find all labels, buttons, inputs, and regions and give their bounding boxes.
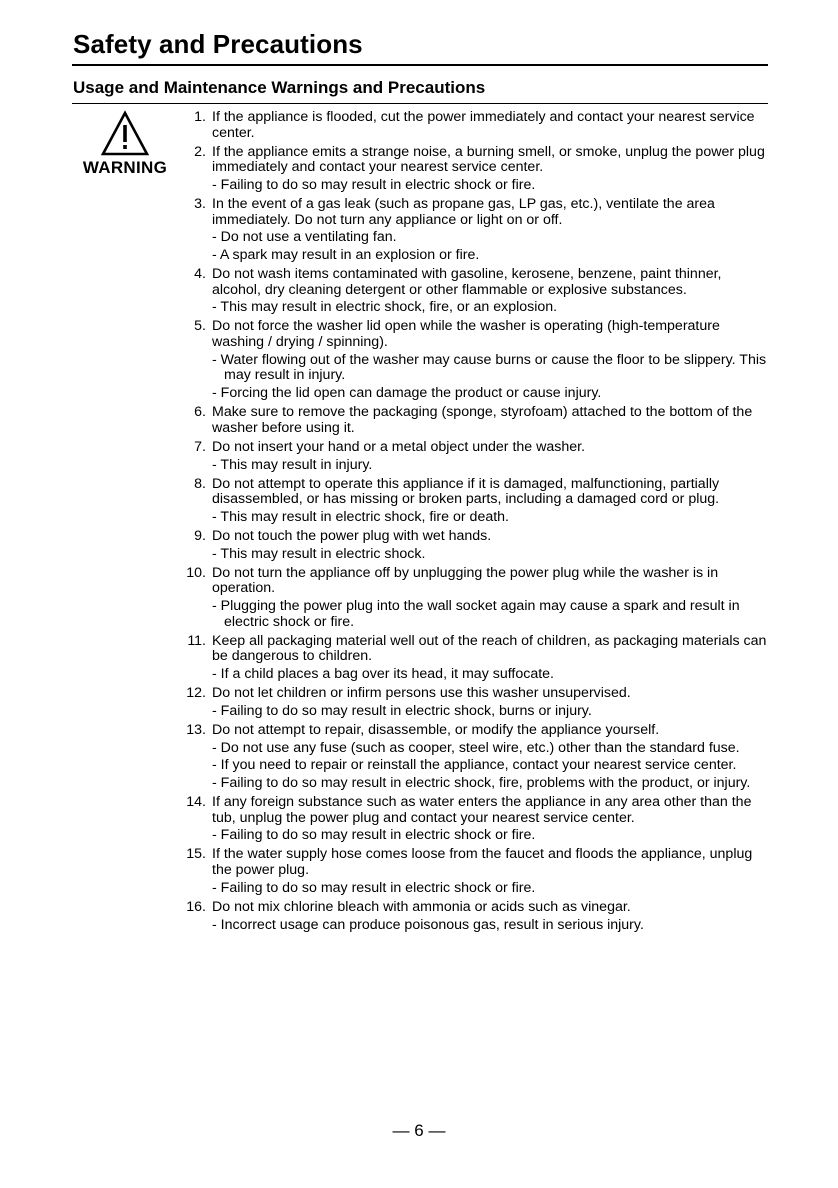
list-item-note: - This may result in injury. [212,456,373,473]
list-item-number: 3. [194,195,206,212]
list-item-text: Do not let children or infirm persons use this washer unsupervised. [212,684,631,701]
list-item-number: 8. [194,475,206,492]
list-item-text: Do not attempt to repair, disassemble, or modify the appliance yourself. [212,721,660,738]
list-item-note: - This may result in electric shock. [212,545,426,562]
list-item-number: 12. [186,684,206,701]
list-item-text: Do not wash items contaminated with gasoline, kerosene, benzene, paint thinner, alcohol, dry cleaning detergent or other flammable or explosive substances. [212,266,722,298]
list-item-note: - Forcing the lid open can damage the product or cause injury. [212,385,602,402]
list-item-number: 13. [186,721,206,738]
list-item-text: Do not force the washer lid open while the washer is operating (high-temperature washing / drying / spinning). [212,318,720,351]
list-item-note: - If a child places a bag over its head, it may suffocate. [212,665,554,682]
list-item-note: - Failing to do so may result in electric shock or fire. [212,879,536,896]
list-item-note: - Failing to do so may result in electric shock or fire. [212,176,536,193]
list-item-number: 15. [186,846,206,863]
list-item-text: Do not attempt to operate this appliance if it is damaged, malfunctioning, partially disassembled, or has missing or broken parts, including a damaged cord or plug. [212,475,720,508]
list-item-text: Keep all packaging material well out of the reach of children, as packaging materials can be dangerous to children. [212,632,767,665]
list-item-number: 5. [194,318,206,335]
list-item-number: 16. [186,898,206,915]
list-item [180,566,772,631]
page-title: Safety and Precautions [73,29,363,59]
list-item [180,529,772,562]
section-divider [72,103,768,104]
list-item-text: If the appliance emits a strange noise, a burning smell, or smoke, unplug the power plug immediately and contact your nearest service center. [212,143,765,176]
warning-block [72,110,178,178]
section-title: Usage and Maintenance Warnings and Precautions [73,78,486,97]
list-item-text: If any foreign substance such as water enters the appliance in any area other than the tub, unplug the power plug and contact your nearest service center. [212,794,752,826]
warning-list [180,110,772,937]
list-item [180,847,772,896]
list-item-number: 2. [194,143,206,160]
list-item-text: Do not turn the appliance off by unplugging the power plug while the washer is in operation. [212,564,719,597]
list-item-number: 4. [194,266,206,283]
list-item [180,686,772,719]
list-item-text: Do not touch the power plug with wet hands. [212,527,492,544]
list-item-note: - Do not use a ventilating fan. [212,229,397,246]
list-item-text: Do not mix chlorine bleach with ammonia or acids such as vinegar. [212,898,631,915]
list-item-note: - Failing to do so may result in electric shock or fire. [212,827,536,844]
list-item-text: If the water supply hose comes loose from the faucet and floods the appliance, unplug the power plug. [212,846,753,878]
list-item [180,197,772,264]
list-item-number: 6. [194,404,206,421]
list-item-number: 7. [194,438,206,455]
list-item-note: - This may result in electric shock, fire or death. [212,508,509,525]
list-item-note: - A spark may result in an explosion or fire. [212,247,480,264]
list-item-note: - Failing to do so may result in electric shock, burns or injury. [212,702,592,719]
list-item [180,477,772,526]
list-item-number: 14. [186,794,206,811]
warning-label: WARNING [82,158,168,177]
list-item-note: - Incorrect usage can produce poisonous gas, result in serious injury. [212,916,644,933]
title-divider [72,64,768,66]
list-item [180,634,772,683]
list-item-text: Do not insert your hand or a metal object under the washer. [212,438,586,455]
list-item [180,110,772,141]
list-item-number: 9. [194,527,206,544]
list-item-text: If the appliance is flooded, cut the power immediately and contact your nearest service center. [212,109,755,141]
list-item [180,900,772,933]
list-item [180,440,772,473]
list-item-note: - Water flowing out of the washer may cause burns or cause the floor to be slippery. This may result in injury. [212,351,767,384]
list-item-text: Make sure to remove the packaging (sponge, styrofoam) attached to the bottom of the washer before using it. [212,404,753,436]
list-item-note: - Failing to do so may result in electric shock, fire, problems with the product, or injury. [212,775,751,792]
list-item [180,267,772,316]
list-item [180,145,772,194]
list-item-note: - This may result in electric shock, fire, or an explosion. [212,299,558,316]
list-item [180,795,772,844]
list-item-note: - Plugging the power plug into the wall socket again may cause a spark and result in electric shock or fire. [212,598,740,630]
list-item-note: - If you need to repair or reinstall the appliance, contact your nearest service center. [212,757,737,774]
list-item [180,723,772,792]
list-item-number: 10. [186,564,206,581]
list-item-text: In the event of a gas leak (such as propane gas, LP gas, etc.), ventilate the area immediately. Do not turn any appliance or light on or off. [212,195,715,228]
list-item-number: 1. [194,109,206,125]
list-item-note: - Do not use any fuse (such as cooper, steel wire, etc.) other than the standard fuse. [212,739,740,756]
page-number: — 6 — [392,1121,446,1140]
list-item [180,405,772,436]
list-item [180,319,772,401]
list-item-number: 11. [187,632,206,649]
warning-triangle-icon [100,110,150,158]
